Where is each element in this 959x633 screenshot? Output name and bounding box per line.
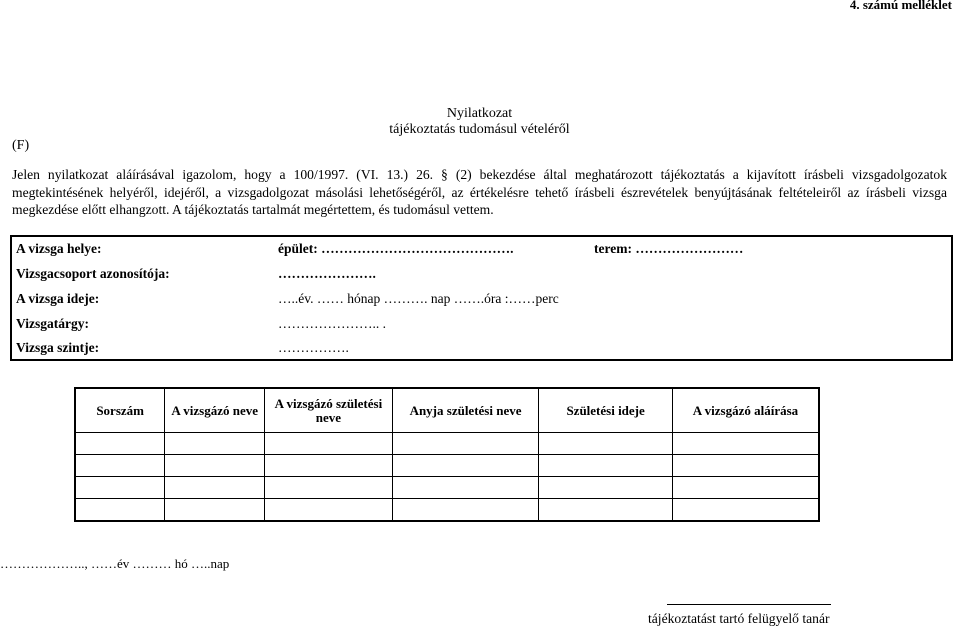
table-cell[interactable] [265,499,393,522]
table-cell[interactable] [392,477,539,499]
table-row [75,455,819,477]
table-cell[interactable] [672,455,819,477]
table-cell[interactable] [75,477,165,499]
table-cell[interactable] [265,455,393,477]
table-cell[interactable] [539,499,673,522]
table-cell[interactable] [165,477,265,499]
table-row [75,477,819,499]
table-cell[interactable] [392,433,539,455]
table-cell[interactable] [265,433,393,455]
exam-room-field[interactable]: terem: …………………… [594,241,744,256]
table-cell[interactable] [165,455,265,477]
exam-subject-field[interactable]: ………………….. . [278,316,386,331]
header-mother-name: Anyja születési neve [392,388,539,433]
signature-label: tájékoztatást tartó felügyelő tanár [648,611,830,626]
table-cell[interactable] [75,433,165,455]
form-mark: (F) [12,138,30,153]
table-cell[interactable] [392,455,539,477]
exam-place-label: A vizsga helye: [16,241,102,256]
header-birth-name: A vizsgázó születési neve [265,388,393,433]
header-signature: A vizsgázó aláírása [672,388,819,433]
table-cell[interactable] [539,433,673,455]
exam-group-field[interactable]: …………………. [278,266,376,281]
exam-group-label: Vizsgacsoport azonosítója: [16,266,170,281]
table-cell[interactable] [165,499,265,522]
table-cell[interactable] [75,455,165,477]
table-cell[interactable] [539,455,673,477]
table-cell[interactable] [392,499,539,522]
header-candidate-name: A vizsgázó neve [165,388,265,433]
document-subtitle: tájékoztatás tudomásul vételéről [389,122,570,137]
signature-line[interactable] [667,604,831,605]
header-serial: Sorszám [75,388,165,433]
table-cell[interactable] [672,499,819,522]
declaration-paragraph: Jelen nyilatkozat aláírásával igazolom, hogy a 100/1997. (VI. 13.) 26. § (2) bekezdése által meghatározott tájékoztatás a kijavított írásbeli vizsgadolgozatok megtekintésének helyéről, idejéről, a vizsgadolgozat másolási lehetőségéről, az értékelésre tehető írásbeli észrevételek benyújtásának feltételeiről az írásbeli vizsga megkezdése előtt elhangzott. A tájékoztatás tartalmát megértettem, és tudomásul vettem. [12,167,947,218]
exam-subject-label: Vizsgatárgy: [16,316,89,331]
annex-label: 4. számú melléklet [849,0,952,12]
exam-info-box [10,235,953,361]
exam-level-label: Vizsga szintje: [16,340,100,355]
table-cell[interactable] [539,477,673,499]
exam-building-field[interactable]: épület: ……………………………………. [278,241,514,256]
document-title: Nyilatkozat [446,106,513,121]
candidate-table [74,387,820,522]
table-cell[interactable] [75,499,165,522]
table-cell[interactable] [672,477,819,499]
table-row [75,433,819,455]
table-header-row [75,388,819,433]
exam-level-field[interactable]: ……………. [278,340,349,355]
table-row [75,499,819,522]
date-line[interactable]: ……………….., ……év ……… hó …..nap [0,556,230,571]
exam-date-field[interactable]: …..év. …… hónap ………. nap …….óra :……perc [278,291,559,306]
table-cell[interactable] [265,477,393,499]
table-cell[interactable] [165,433,265,455]
header-birth-date: Születési ideje [539,388,673,433]
exam-date-label: A vizsga ideje: [16,291,100,306]
table-cell[interactable] [672,433,819,455]
